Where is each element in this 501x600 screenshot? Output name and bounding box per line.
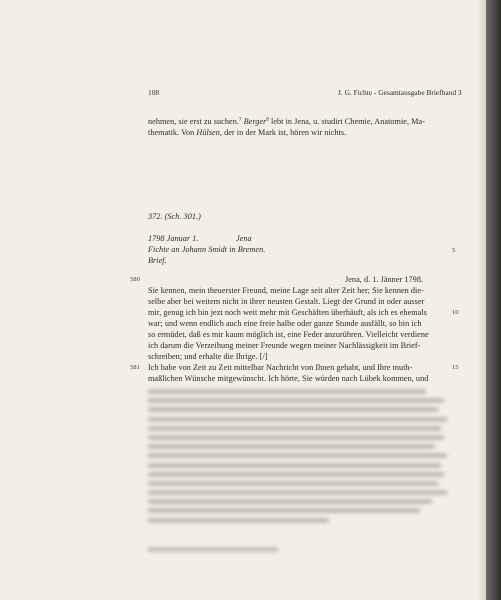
letter-type: Brief. [148, 256, 167, 265]
text-line: war; und wenn endlich auch eine freie halbe oder ganze Stunde ausfällt, so bin ich [148, 319, 422, 328]
text-line: mir, genug ich bin jezt noch weit mehr mit Geschäften überhäuft, als ich es ehemals [148, 308, 427, 317]
letter-date: 1798 Januar 1. [148, 234, 199, 243]
page-edge [478, 0, 486, 600]
footnote-ref: 7 [238, 117, 242, 123]
intro-line-2 [148, 128, 346, 137]
blurred-footnotes [148, 390, 450, 558]
letter-correspondents: Fichte an Johann Smidt in Bremen. [148, 245, 266, 254]
margin-number-left: 580 [130, 276, 140, 283]
running-title: J. G. Fichte - Gesamtausgabe Briefband 3 [338, 88, 462, 97]
person-name: Hülsen [196, 128, 220, 137]
footnote-ref: 8 [266, 117, 269, 123]
text-line: Ich habe von Zeit zu Zeit mittelbar Nachricht von Ihnen gehabt, und Ihre muth- [148, 363, 413, 372]
intro-text: nehmen, sie erst zu suchen. [148, 117, 239, 126]
text-line: so ermüdet, daß es mir kaum möglich ist, eine Feder anzurühren. Vielleicht verdiene [148, 330, 429, 339]
text-line: Sie kennen, mein theuerster Freund, meine Lage seit alter Zeit her; Sie kennen die- [148, 286, 424, 295]
text-line: schreiben; und erhalte die Ihrige. [/] [148, 352, 268, 361]
dateline: Jena, d. 1. Jänner 1798. [345, 275, 424, 284]
margin-number-right: 10 [452, 309, 459, 316]
letter-place: Jena [236, 234, 252, 243]
person-name: Berger [243, 117, 267, 126]
intro-line-1 [148, 117, 425, 126]
margin-number-left: 581 [130, 364, 140, 371]
letter-number: 372. (Sch. 301.) [148, 212, 201, 221]
margin-number-right: 5 [452, 247, 456, 254]
text-line: ich darum die Verzeihung meiner Freunde wegen meiner Nachlässigkeit im Brief- [148, 341, 421, 350]
text-line: maßlichen Wünsche mitgewünscht. Ich hörte, Sie würden nach Lübek kommen, und [148, 374, 429, 383]
intro-text: lebt in Jena, u. studirt Chemie, Anatomie, Ma- [268, 117, 425, 126]
margin-number-right: 15 [452, 364, 459, 371]
page-number: 108 [148, 88, 160, 97]
intro-text: , der in der Mark ist, hören wir nichts. [219, 128, 347, 137]
binding-shadow [486, 0, 501, 600]
text-line: selbe aber bei weitem nicht in ihrer neusten Gestalt. Liegt der Grund in oder ausser [148, 297, 425, 306]
blurred-source-line [148, 548, 278, 551]
intro-text: thematik. Von [148, 128, 197, 137]
